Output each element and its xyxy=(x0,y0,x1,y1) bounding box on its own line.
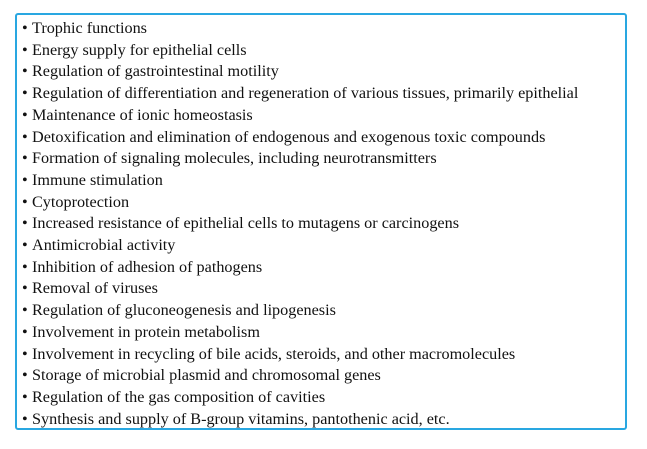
list-item xyxy=(22,170,625,192)
bullet-icon: • xyxy=(22,149,28,168)
list-item-text: Removal of viruses xyxy=(32,279,158,298)
function-list-box xyxy=(15,13,627,430)
bullet-icon: • xyxy=(22,105,28,124)
bullet-icon: • xyxy=(22,301,28,320)
list-item-text: Detoxification and elimination of endogenous and exogenous toxic compounds xyxy=(32,127,546,146)
list-item xyxy=(22,387,625,409)
bullet-icon: • xyxy=(22,322,28,341)
list-item-text: Cytoprotection xyxy=(32,192,130,211)
bullet-icon: • xyxy=(22,257,28,276)
list-item xyxy=(22,105,625,127)
list-item xyxy=(22,40,625,62)
bullet-icon: • xyxy=(22,84,28,103)
list-item xyxy=(22,61,625,83)
bullet-icon: • xyxy=(22,127,28,146)
list-item-text: Formation of signaling molecules, including neurotransmitters xyxy=(32,149,437,168)
bullet-icon: • xyxy=(22,387,28,406)
list-item-text: Synthesis and supply of B-group vitamins, pantothenic acid, etc. xyxy=(32,409,450,428)
bullet-icon: • xyxy=(22,344,28,363)
bullet-icon: • xyxy=(22,236,28,255)
list-item-text: Regulation of differentiation and regeneration of various tissues, primarily epithelial xyxy=(32,84,579,103)
list-item xyxy=(22,192,625,214)
list-item-text: Increased resistance of epithelial cells to mutagens or carcinogens xyxy=(32,214,459,233)
list-item-text: Immune stimulation xyxy=(32,170,163,189)
list-item-text: Inhibition of adhesion of pathogens xyxy=(32,257,263,276)
list-item-text: Involvement in recycling of bile acids, steroids, and other macromolecules xyxy=(32,344,516,363)
list-item xyxy=(22,278,625,300)
list-item xyxy=(22,83,625,105)
bullet-icon: • xyxy=(22,40,28,59)
list-item-text: Trophic functions xyxy=(32,19,147,37)
bullet-icon: • xyxy=(22,19,28,37)
list-item-text: Antimicrobial activity xyxy=(32,236,176,255)
bullet-icon: • xyxy=(22,279,28,298)
list-item xyxy=(22,300,625,322)
bullet-icon: • xyxy=(22,409,28,428)
bullet-icon: • xyxy=(22,170,28,189)
list-item xyxy=(22,322,625,344)
list-item-text: Regulation of gluconeogenesis and lipogenesis xyxy=(32,301,336,320)
list-item xyxy=(22,213,625,235)
list-item-text: Maintenance of ionic homeostasis xyxy=(32,105,253,124)
list-item-text: Regulation of the gas composition of cavities xyxy=(32,387,326,406)
function-list xyxy=(22,18,625,430)
list-item-text: Energy supply for epithelial cells xyxy=(32,40,247,59)
bullet-icon: • xyxy=(22,192,28,211)
list-item xyxy=(22,257,625,279)
list-item-text: Storage of microbial plasmid and chromosomal genes xyxy=(32,366,381,385)
list-item-text: Involvement in protein metabolism xyxy=(32,322,260,341)
list-item-text: Regulation of gastrointestinal motility xyxy=(32,62,279,81)
list-item xyxy=(22,409,625,431)
list-item xyxy=(22,18,625,40)
list-item xyxy=(22,127,625,149)
list-item xyxy=(22,235,625,257)
list-item xyxy=(22,344,625,366)
bullet-icon: • xyxy=(22,366,28,385)
bullet-icon: • xyxy=(22,62,28,81)
list-item xyxy=(22,365,625,387)
list-item xyxy=(22,148,625,170)
bullet-icon: • xyxy=(22,214,28,233)
